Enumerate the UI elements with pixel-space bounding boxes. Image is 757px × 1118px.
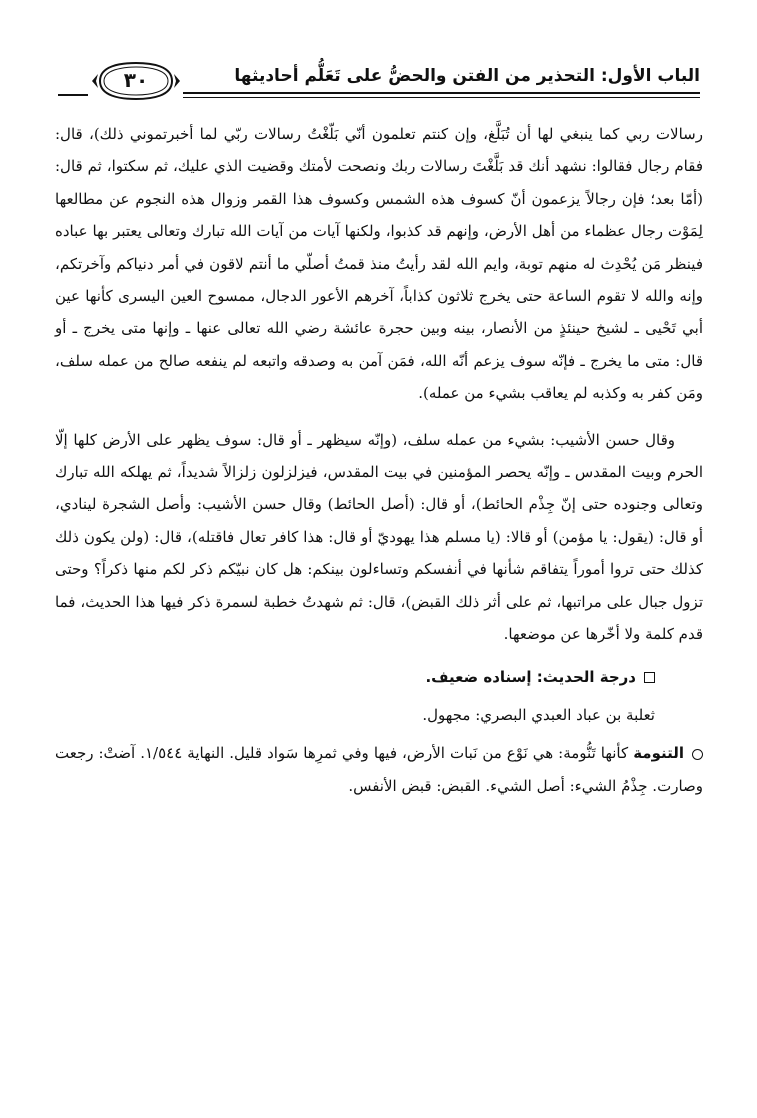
hadith-grade-text: درجة الحديث: إسناده ضعيف. — [425, 667, 636, 686]
header-rule-left — [58, 94, 88, 96]
glossary-note — [55, 737, 703, 802]
paragraph-hadith-continued: رسالات ربي كما ينبغي لها أن تُبَلَّغ، وإن كنتم تعلمون أنّي بَلّغْتُ رسالات ربّي لما أخبرتموني ذلك)، قال: فقام رجال فقالوا: نشهد أنك قد بَلَّغْتَ رسالات ربك ونصحت لأمتك وقضيت الذي عليك، ثم سكتوا، ثم قال: (أمّا بعد؛ فإن رجالاً يزعمون أنّ كسوف هذه الشمس وكسوف هذا القمر وزوال هذه النجوم عن مطالعها لِمَوْت رجال عظماء من أهل الأرض، وإنهم قد كذبوا، ولكنها آيات من آيات الله تبارك وتعالى يعتبر بها عباده فينظر مَن يُحْدِث له منهم توبة، وايم الله لقد رأيتُ منذ قمتُ أصلّي ما أنتم لاقون في أمر دنياكم وآخرتكم، وإنه والله لا تقوم الساعة حتى يخرج ثلاثون كذاباً، آخرهم الأعور الدجال، ممسوح العين اليسرى كأنها عين أبي تَحْيى ـ لشيخ حينئذٍ من الأنصار، بينه وبين حجرة عائشة رضي الله تعالى عنها ـ وإنها متى يخرج ـ أو قال: متى ما يخرج ـ فإنّه سوف يزعم أنّه الله، فمَن آمن به وصدقه واتبعه لم ينفعه صالح من عمله سلف، ومَن كفر به وكذبه لم يعاقب بشيء من عمله). — [55, 125, 703, 403]
narrator-note: ثعلبة بن عباد العبدي البصري: مجهول. — [422, 705, 655, 724]
chapter-title: الباب الأول: التحذير من الفتن والحضُّ على تَعَلُّم أحاديثها — [234, 66, 700, 86]
header-rule-thick — [183, 92, 700, 94]
paragraph-hasan-al-ashyab: وقال حسن الأشيب: بشيء من عمله سلف، (وإنّه سيظهر ـ أو قال: سوف يظهر على الأرض كلها إلّا الحرم وبيت المقدس ـ وإنّه يحصر المؤمنين في بيت المقدس، فيزلزلون زلزالاً شديداً، ثم يهلكه الله تبارك وتعالى وجنوده حتى إنّ جِذْم الحائط)، أو قال: (أصل الحائط) وقال حسن الأشيب: وأصل الشجرة لينادي، أو قال: (يقول: يا مؤمن) أو قالا: (يا مسلم هذا يهوديّ أو قال: هذا كافر تعال فاقتله)، قال: (ولن يكون ذلك كذلك حتى تروا أموراً يتفاقم شأنها في أنفسكم وتساءلون بينكم: هل كان نبيّكم ذكر لكم منها ذكراً؟ وحتى تزول جبال على مراتبها، ثم على أثر ذلك القبض)، قال: ثم شهدتُ خطبة لسمرة ذكر فيها هذا الحديث، فما قدم كلمة ولا أخّرها عن موضعها. — [55, 430, 703, 644]
page-number: ٣٠ — [123, 68, 149, 92]
glossary-term: التنومة — [633, 744, 684, 763]
circle-bullet-icon — [692, 749, 703, 760]
hadith-grade — [55, 661, 703, 693]
glossary-text: كأنها تَنُّومة: هي نَوْع من نَبات الأرض، فيها وفي ثمرِها سَواد قليل. النهاية ١/٥٤٤. آضتْ: رجعت وصارت. جِذْمُ الشيء: أصل الشيء. القبض: قبض الأنفس. — [55, 744, 703, 795]
body-text — [55, 118, 703, 802]
square-bullet-icon — [644, 672, 655, 683]
page-number-ornament — [90, 60, 182, 102]
page-header — [58, 58, 700, 110]
header-rule-thin — [183, 97, 700, 98]
